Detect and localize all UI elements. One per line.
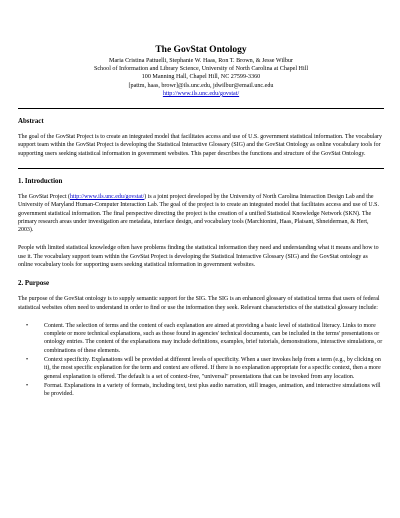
project-url-link[interactable]: http://www.ils.unc.edu/govstat/ <box>162 90 240 97</box>
abstract-text: The goal of the GovStat Project is to create an integrated model that facilitates access and use of U.S. government statistical information. The vocabulary support team within the GovStat Project is developing the Statistical Interactive Glossary (SIG) and the GovStat Ontology as online vocabulary tools for supporting users seeking statistical information in government websites. This paper describes the functions and structure of the GovStat Ontology. <box>18 134 382 157</box>
list-item-text: Format. Explanations in a variety of formats, including text, text plus audio narration, still images, animation, and interactive simulations will be provided. <box>44 382 381 398</box>
list-item-text: Context specificity. Explanations will be provided at different levels of specificity. When a user invokes help from a term (e.g., by clicking on it), the most specific explanation for the term and context are offered. If there is no explanation appropriate for a specific context, then a more general explanation is offered. The default is a set of context-free, "universal" presentations that can be invoked from any location. <box>44 357 381 380</box>
list-item-text: Content. The selection of terms and the content of each explanation are aimed at providing a basic level of statistical literacy. Links to more complete or more technical explanations, such as those found in agencies' technical documents, can be included in the terms' presentations or ontology entries. The content of the explanations may include definitions, examples, brief tutorials, demonstrations, interactive simulations, or combinations of these elements. <box>44 322 383 354</box>
section-1-p1-rest: ) is a joint project developed by the University of North Carolina Interaction Design Lab and the University of Maryland Human-Computer Interaction Lab. The goal of the project is to create an integrated model that facilitates access and use of U.S. government statistical information. The final perspective directing the project is the creation of a unified Statistical Knowledge Network (SKN). The primary research areas under investigation are metadata, interface design, and vocabulary tools (Marchionini, Haas, Plaisant, Shneiderman, & Hert, 2003). <box>18 193 379 234</box>
list-item <box>26 382 384 399</box>
header-divider <box>18 108 384 109</box>
paper-affiliation: School of Information and Library Science, University of North Carolina at Chapel Hill <box>93 66 309 73</box>
section-1-p1-lead: The GovStat Project ( <box>18 193 70 200</box>
bullet-icon: • <box>26 357 29 364</box>
paper-authors: Maria Cristina Pattuelli, Stephanie W. Haas, Ron T. Brown, & Jesse Wilbur <box>109 58 293 64</box>
bullet-icon: • <box>26 382 29 389</box>
bullet-icon: • <box>26 322 29 329</box>
section-2-heading: 2. Purpose <box>18 280 50 288</box>
list-item <box>26 356 384 381</box>
paper-url-line <box>18 90 384 98</box>
list-item <box>26 322 384 355</box>
paper-address: 100 Manning Hall, Chapel Hill, NC 27599-3360 <box>141 74 261 81</box>
section-1-paragraph-1 <box>18 193 384 234</box>
section-1-heading: 1. Introduction <box>18 177 63 185</box>
abstract-heading: Abstract <box>18 118 44 126</box>
abstract-divider <box>18 168 384 169</box>
section-1-paragraph-2: People with limited statistical knowledge often have problems finding the statistical information they need and understanding what it means and how to use it. The vocabulary support team within the GovStat Project is developing the Statistical Interactive Glossary (SIG) and the GovStat ontology as online vocabulary tools for supporting users seeking statistical information in government websites. <box>18 245 379 268</box>
paper-title: The GovStat Ontology <box>155 45 247 55</box>
project-inline-link[interactable]: http://www.ils.unc.edu/govstat/ <box>69 193 145 200</box>
glossary-characteristics-list <box>18 322 384 399</box>
paper-emails: [pattm, haas, browr]@ils.unc.edu, jdwilbur@email.unc.edu <box>128 82 274 89</box>
section-2-paragraph-1: The purpose of the GovStat ontology is to supply semantic support for the SIG. The SIG is an enhanced glossary of statistical terms that users of federal statistical websites often need to understand in order to find or use the information they seek. Relevant characteristics of the statistical glossary include: <box>18 296 380 311</box>
